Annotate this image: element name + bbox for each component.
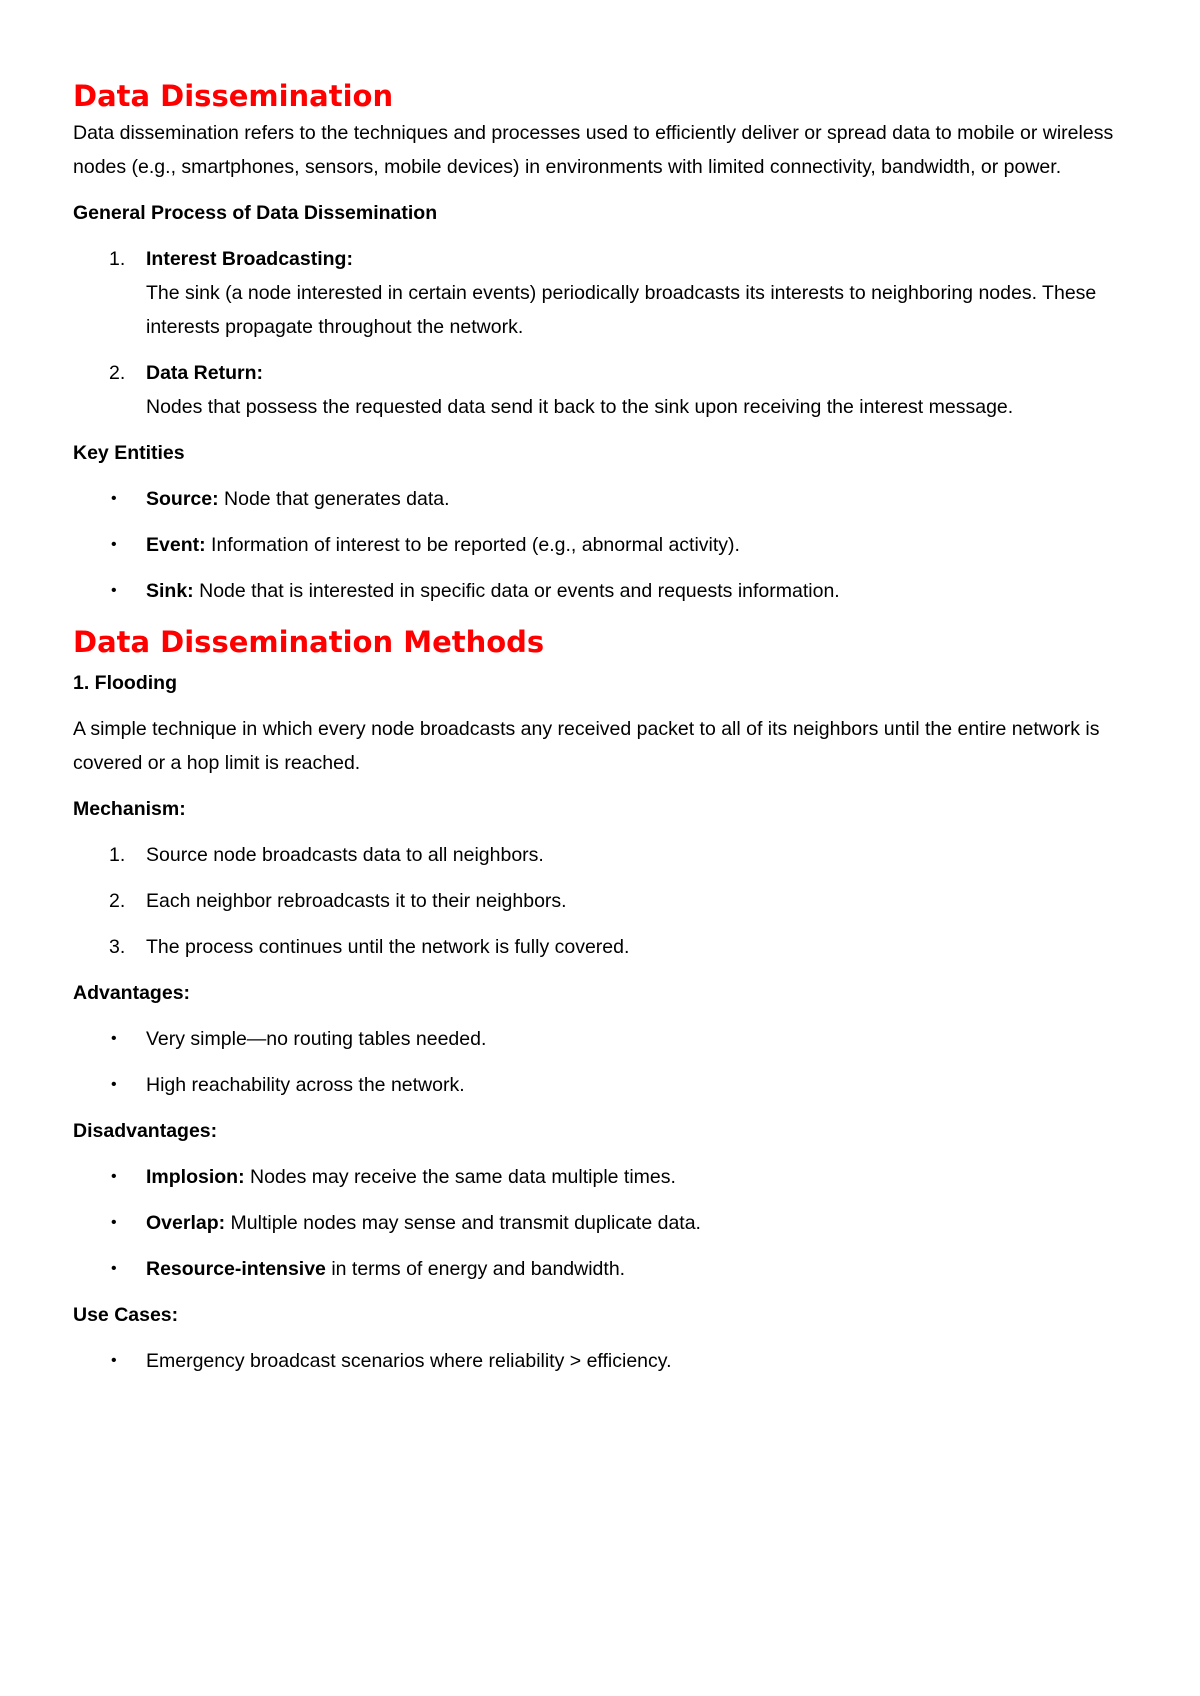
mechanism-heading: Mechanism: [73,798,186,820]
bullet-icon: • [111,1352,117,1369]
disadvantage-term: Implosion: [146,1166,245,1188]
disadvantage-term: Resource-intensive [146,1258,326,1280]
mechanism-step-text: Each neighbor rebroadcasts it to their neighbors. [146,890,567,912]
process-heading: General Process of Data Dissemination [73,202,438,224]
entities-heading: Key Entities [73,442,185,464]
process-step-title: Interest Broadcasting: [146,248,353,270]
mechanism-step [73,930,1133,964]
advantage-text: Very simple—no routing tables needed. [146,1028,487,1050]
process-step [73,356,1133,424]
process-list [73,242,1133,424]
entity-item [73,482,1133,516]
method-heading-flooding: 1. Flooding [73,672,177,694]
disadvantage-text: in terms of energy and bandwidth. [325,1258,626,1280]
advantages-list [73,1022,1133,1102]
disadvantage-item [73,1206,1133,1240]
entities-list [73,482,1133,608]
bullet-icon: • [111,1168,117,1185]
use-case-item [73,1344,1133,1378]
entity-text: Node that generates data. [218,488,450,510]
intro-paragraph: Data dissemination refers to the techniques and processes used to efficiently deliver or spread data to mobile or wireless nodes (e.g., smartphones, sensors, mobile devices) in environments with limited connectivity, bandwidth, or power. [73,122,1114,178]
section-title-methods: Data Dissemination Methods [73,625,545,659]
advantage-item [73,1022,1133,1056]
document-page [73,76,1133,1378]
mechanism-list [73,838,1133,964]
mechanism-step [73,838,1133,872]
entity-item [73,574,1133,608]
bullet-icon: • [111,1260,117,1277]
entity-text: Node that is interested in specific data or events and requests information. [193,580,840,602]
bullet-icon: • [111,1214,117,1231]
disadvantages-list [73,1160,1133,1286]
entity-term: Sink: [146,580,194,602]
list-number: 1. [109,844,126,866]
list-number: 2. [109,890,126,912]
list-number: 2. [109,362,126,384]
mechanism-step-text: Source node broadcasts data to all neighbors. [146,844,544,866]
list-number: 1. [109,248,126,270]
disadvantage-text: Multiple nodes may sense and transmit duplicate data. [225,1212,701,1234]
advantages-heading: Advantages: [73,982,191,1004]
section-title-data-dissemination: Data Dissemination [73,79,394,113]
entity-item [73,528,1133,562]
process-step-text: Nodes that possess the requested data send it back to the sink upon receiving the interest message. [146,396,1014,418]
use-case-text: Emergency broadcast scenarios where reliability > efficiency. [146,1350,672,1372]
bullet-icon: • [111,1076,117,1093]
flooding-description: A simple technique in which every node broadcasts any received packet to all of its neighbors until the entire network is covered or a hop limit is reached. [73,718,1100,774]
use-cases-heading: Use Cases: [73,1304,179,1326]
process-step-title: Data Return: [146,362,264,384]
use-cases-list [73,1344,1133,1378]
disadvantage-text: Nodes may receive the same data multiple times. [244,1166,676,1188]
disadvantage-term: Overlap: [146,1212,226,1234]
process-step-text: The sink (a node interested in certain events) periodically broadcasts its interests to neighboring nodes. These interests propagate throughout the network. [146,282,1097,338]
bullet-icon: • [111,536,117,553]
mechanism-step [73,884,1133,918]
disadvantages-heading: Disadvantages: [73,1120,218,1142]
bullet-icon: • [111,1030,117,1047]
entity-term: Source: [146,488,219,510]
mechanism-step-text: The process continues until the network is fully covered. [146,936,630,958]
advantage-item [73,1068,1133,1102]
disadvantage-item [73,1160,1133,1194]
bullet-icon: • [111,582,117,599]
process-step [73,242,1133,344]
entity-term: Event: [146,534,206,556]
advantage-text: High reachability across the network. [146,1074,465,1096]
bullet-icon: • [111,490,117,507]
list-number: 3. [109,936,126,958]
entity-text: Information of interest to be reported (e.g., abnormal activity). [205,534,740,556]
disadvantage-item [73,1252,1133,1286]
